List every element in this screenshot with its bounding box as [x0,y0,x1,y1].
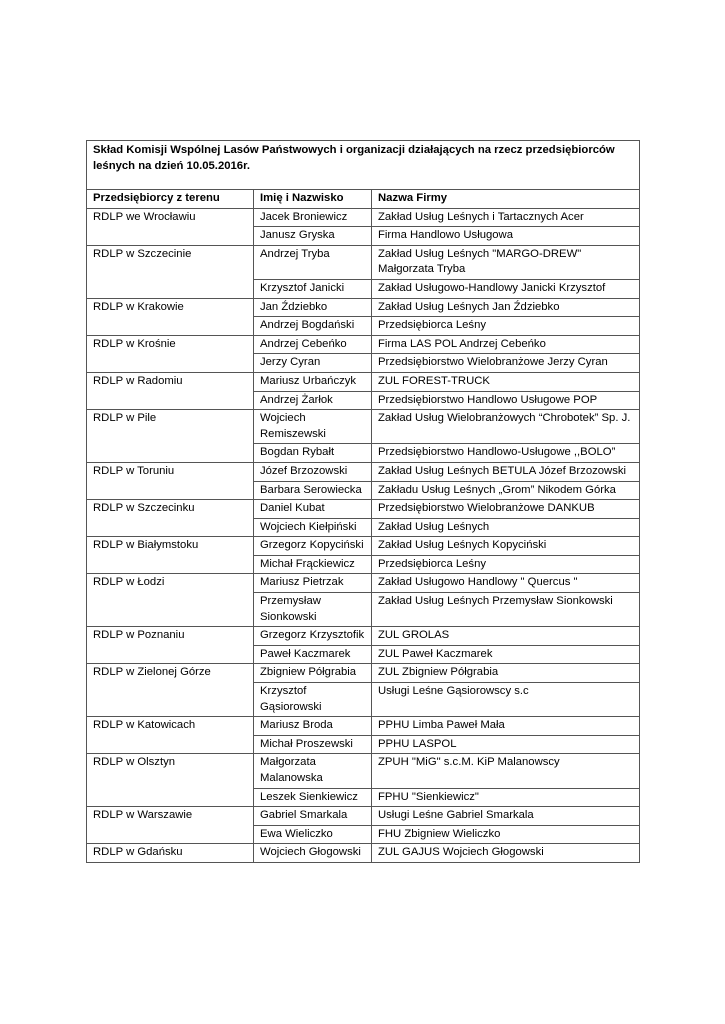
company-name-cell: Przedsiębiorstwo Wielobranżowe Jerzy Cyran [372,354,640,373]
company-name-cell: Przedsiębiorstwo Wielobranżowe DANKUB [372,500,640,519]
table-row [87,245,640,279]
region-cell: RDLP w Krakowie [87,298,254,335]
member-name-cell: Józef Brzozowski [254,462,372,481]
region-cell: RDLP w Szczecinku [87,500,254,537]
company-name-cell: ZUL GAJUS Wojciech Głogowski [372,844,640,863]
company-name-cell: Zakład Usługowo-Handlowy Janicki Krzysztof [372,279,640,298]
member-name-cell: Daniel Kubat [254,500,372,519]
table-row [87,754,640,788]
member-name-cell: Jerzy Cyran [254,354,372,373]
region-cell: RDLP w Toruniu [87,462,254,499]
member-name-cell: Bogdan Rybałt [254,444,372,463]
table-row [87,844,640,863]
company-name-cell: Zakład Usług Leśnych Kopyciński [372,537,640,556]
region-cell: RDLP w Zielonej Górze [87,664,254,717]
member-name-cell: Krzysztof Gąsiorowski [254,683,372,717]
member-name-cell: Andrzej Cebeńko [254,335,372,354]
table-row [87,208,640,227]
company-name-cell: Zakład Usługowo Handlowy " Quercus " [372,574,640,593]
region-cell: RDLP we Wrocławiu [87,208,254,245]
company-name-cell: Firma Handlowo Usługowa [372,227,640,246]
table-row [87,372,640,391]
company-name-cell: ZUL FOREST-TRUCK [372,372,640,391]
company-name-cell: Usługi Leśne Gąsiorowscy s.c [372,683,640,717]
member-name-cell: Janusz Gryska [254,227,372,246]
member-name-cell: Zbigniew Półgrabia [254,664,372,683]
region-cell: RDLP w Białymstoku [87,537,254,574]
company-name-cell: ZUL GROLAS [372,627,640,646]
company-name-cell: Przedsiębiorstwo Handlowo-Usługowe ,,BOLO” [372,444,640,463]
header-row [87,190,640,209]
region-cell: RDLP w Warszawie [87,807,254,844]
company-name-cell: ZUL Zbigniew Półgrabia [372,664,640,683]
table-row [87,574,640,593]
region-cell: RDLP w Gdańsku [87,844,254,863]
document-title: Skład Komisji Wspólnej Lasów Państwowych i organizacji działających na rzecz przedsiębiorców leśnych na dzień 10.05.2016r. [87,141,640,190]
table-row [87,335,640,354]
member-name-cell: Michał Proszewski [254,735,372,754]
member-name-cell: Andrzej Żarłok [254,391,372,410]
region-cell: RDLP w Krośnie [87,335,254,372]
title-row [87,141,640,190]
member-name-cell: Wojciech Remiszewski [254,410,372,444]
member-name-cell: Mariusz Urbańczyk [254,372,372,391]
company-name-cell: Przedsiębiorstwo Handlowo Usługowe POP [372,391,640,410]
header-company: Nazwa Firmy [372,190,640,209]
region-cell: RDLP w Szczecinie [87,245,254,298]
region-cell: RDLP w Pile [87,410,254,463]
company-name-cell: Zakładu Usług Leśnych „Grom” Nikodem Górka [372,481,640,500]
member-name-cell: Przemysław Sionkowski [254,593,372,627]
member-name-cell: Mariusz Broda [254,717,372,736]
company-name-cell: ZPUH "MiG" s.c.M. KiP Malanowscy [372,754,640,788]
member-name-cell: Jan Ździebko [254,298,372,317]
company-name-cell: Zakład Usług Wielobranżowych “Chrobotek” Sp. J. [372,410,640,444]
table-row [87,410,640,444]
company-name-cell: Zakład Usług Leśnych "MARGO-DREW" Małgorzata Tryba [372,245,640,279]
company-name-cell: FHU Zbigniew Wieliczko [372,825,640,844]
member-name-cell: Leszek Sienkiewicz [254,788,372,807]
member-name-cell: Paweł Kaczmarek [254,645,372,664]
table-row [87,717,640,736]
company-name-cell: Zakład Usług Leśnych [372,518,640,537]
company-name-cell: PPHU Limba Paweł Mała [372,717,640,736]
region-cell: RDLP w Katowicach [87,717,254,754]
member-name-cell: Grzegorz Kopyciński [254,537,372,556]
header-region: Przedsiębiorcy z terenu [87,190,254,209]
member-name-cell: Gabriel Smarkala [254,807,372,826]
member-name-cell: Jacek Broniewicz [254,208,372,227]
table-row [87,807,640,826]
company-name-cell: Przedsiębiorca Leśny [372,317,640,336]
company-name-cell: Zakład Usług Leśnych Jan Ździebko [372,298,640,317]
member-name-cell: Ewa Wieliczko [254,825,372,844]
table-row [87,627,640,646]
company-name-cell: FPHU "Sienkiewicz" [372,788,640,807]
company-name-cell: PPHU LASPOL [372,735,640,754]
company-name-cell: ZUL Paweł Kaczmarek [372,645,640,664]
member-name-cell: Barbara Serowiecka [254,481,372,500]
member-name-cell: Krzysztof Janicki [254,279,372,298]
region-cell: RDLP w Łodzi [87,574,254,627]
member-name-cell: Wojciech Głogowski [254,844,372,863]
member-name-cell: Andrzej Tryba [254,245,372,279]
table-row [87,298,640,317]
table-row [87,500,640,519]
member-name-cell: Małgorzata Malanowska [254,754,372,788]
region-cell: RDLP w Radomiu [87,372,254,409]
company-name-cell: Firma LAS POL Andrzej Cebeńko [372,335,640,354]
member-name-cell: Michał Frąckiewicz [254,555,372,574]
member-name-cell: Mariusz Pietrzak [254,574,372,593]
header-name: Imię i Nazwisko [254,190,372,209]
member-name-cell: Andrzej Bogdański [254,317,372,336]
company-name-cell: Zakład Usług Leśnych BETULA Józef Brzozowski [372,462,640,481]
table-row [87,664,640,683]
company-name-cell: Przedsiębiorca Leśny [372,555,640,574]
region-cell: RDLP w Olsztyn [87,754,254,807]
member-name-cell: Wojciech Kiełpiński [254,518,372,537]
company-name-cell: Zakład Usług Leśnych i Tartacznych Acer [372,208,640,227]
region-cell: RDLP w Poznaniu [87,627,254,664]
member-name-cell: Grzegorz Krzysztofik [254,627,372,646]
company-name-cell: Zakład Usług Leśnych Przemysław Sionkowski [372,593,640,627]
committee-table [86,140,640,863]
company-name-cell: Usługi Leśne Gabriel Smarkala [372,807,640,826]
table-row [87,537,640,556]
table-row [87,462,640,481]
